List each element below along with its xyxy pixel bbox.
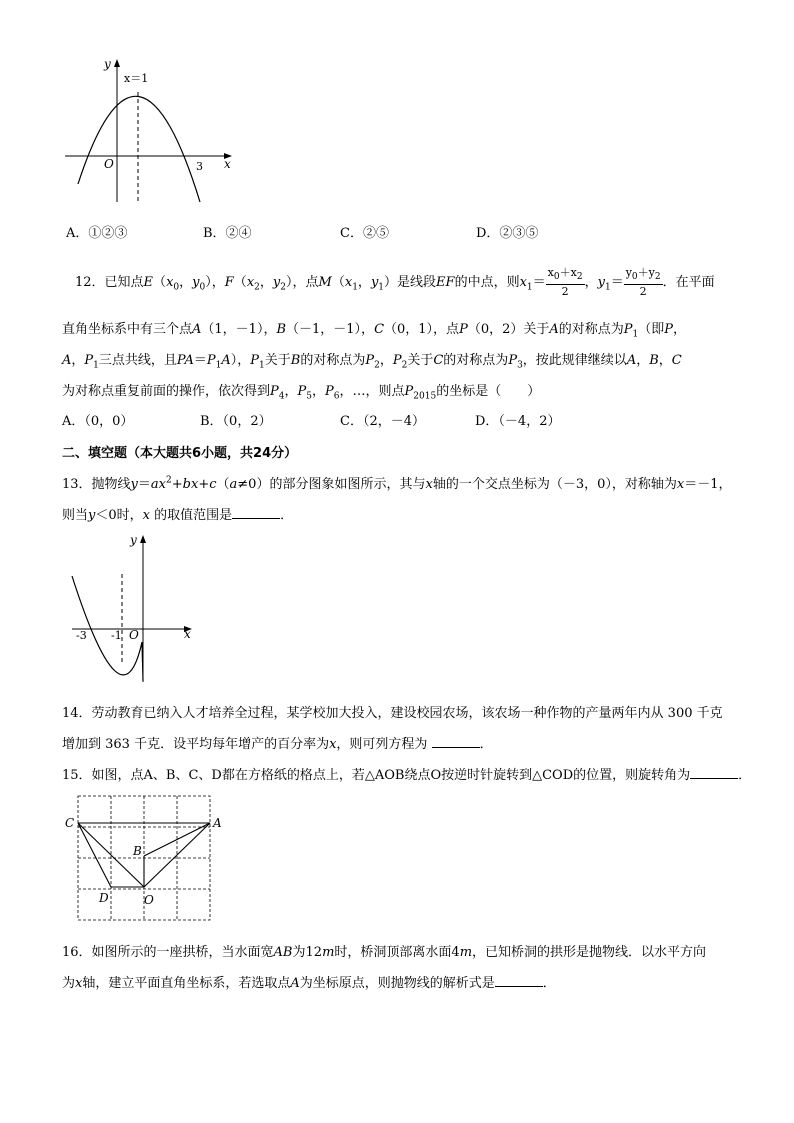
q13-line1: 13．抛物线$y=ax^2+bx+c(a\ne 0)$的部分图象如图所示，其与x轴的一个交点坐标为（－3，0），对称轴为x＝－1， [62,475,732,492]
q12-option-b[interactable]: B．（0，2） [200,414,272,429]
q14-line2: 增加到 363 千克．设平均每年增产的百分率为x，则可列方程为 ． [62,737,493,752]
q12-line1: 12．已知点$E(x_0$，$y_0$），$F(x_2$，$y_2$），点$M(x_1$，$y_1$）是线段EF的中点，则$x_1=$ $\frac{x_0+x_2}{2}$ ，$y_1=$ $\frac{y_0+y_2}{2}$ ．在平面 [75,266,715,299]
q15-line1: 15．如图，点A、B、C、D都在方格纸的格点上，若△AOB绕点O按逆时针旋转到△COD的位置，则旋转角为 ． [62,768,752,783]
fig13-tick-m3: -3 [76,629,87,642]
fig11-x-label: x [224,157,231,171]
fig11-y-label: y [104,57,111,71]
fig15-label-A: A [213,816,222,830]
q13-line2: 则当y＜0时，x 的取值范围是 ． [62,508,294,523]
fig11-tick-3: 3 [196,160,203,173]
q11-parabola-figure [60,52,250,212]
q11-option-b[interactable]: B．②④ [203,226,252,241]
q12-option-c[interactable]: C．（2，－4） [340,414,425,429]
fig15-label-D: D [99,891,109,905]
q12-option-a[interactable]: A．（0，0） [62,414,134,429]
q14-answer-blank[interactable] [432,735,480,748]
q11-option-d[interactable]: D．②③⑤ [476,226,539,241]
q13-answer-blank[interactable] [232,506,280,519]
q13-parabola-figure [62,532,202,684]
q12-line2: 直角坐标系中有三个点A（1，－1），B（－1，－1），C（0，1），点P（0，2）关于A的对称点为$P_1$（即P， [62,322,687,340]
q12-line4: 为对称点重复前面的操作，依次得到$P_4$，$P_5$，$P_6$，…，则点$P_{2015}$的坐标是（ ） [62,384,541,402]
fig15-label-B: B [133,844,142,858]
q16-line1: 16．如图所示的一座拱桥，当水面宽AB为12m时，桥洞顶部离水面4m，已知桥洞的拱形是抛物线．以水平方向 [62,945,707,960]
q14-line1: 14．劳动教育已纳入人才培养全过程，某学校加大投入，建设校园农场，该农场一种作物的产量两年内从 300 千克 [62,706,723,721]
fig11-axis-label: x＝1 [124,72,149,85]
q15-answer-blank[interactable] [690,766,738,779]
section-2-heading: 二、填空题（本大题共6小题，共24分） [62,446,298,461]
q16-line2: 为x轴，建立平面直角坐标系，若选取点A为坐标原点，则抛物线的解析式是 ． [62,976,556,991]
fig11-origin-label: O [104,157,114,171]
fig13-y-label: y [130,533,137,547]
q15-grid-figure [62,790,222,926]
q12-option-d[interactable]: D．（－4，2） [475,414,561,429]
q11-option-c[interactable]: C．②⑤ [340,226,389,241]
fig13-x-label: x [184,627,191,641]
q11-options [0,222,794,242]
q12-options [0,410,794,430]
q16-answer-blank[interactable] [495,974,543,987]
fig13-tick-m1: -1 [111,629,122,642]
fig15-label-O: O [144,893,154,907]
q11-option-a[interactable]: A．①②③ [66,226,128,241]
q12-line3: A，$P_1$三点共线，且$PA=P_1A$），$P_1$关于B的对称点为$P_2$，$P_2$关于C的对称点为$P_3$，按此规律继续以A，B，C [62,353,682,371]
fig15-label-C: C [65,816,75,830]
fig13-origin-label: O [129,628,139,642]
